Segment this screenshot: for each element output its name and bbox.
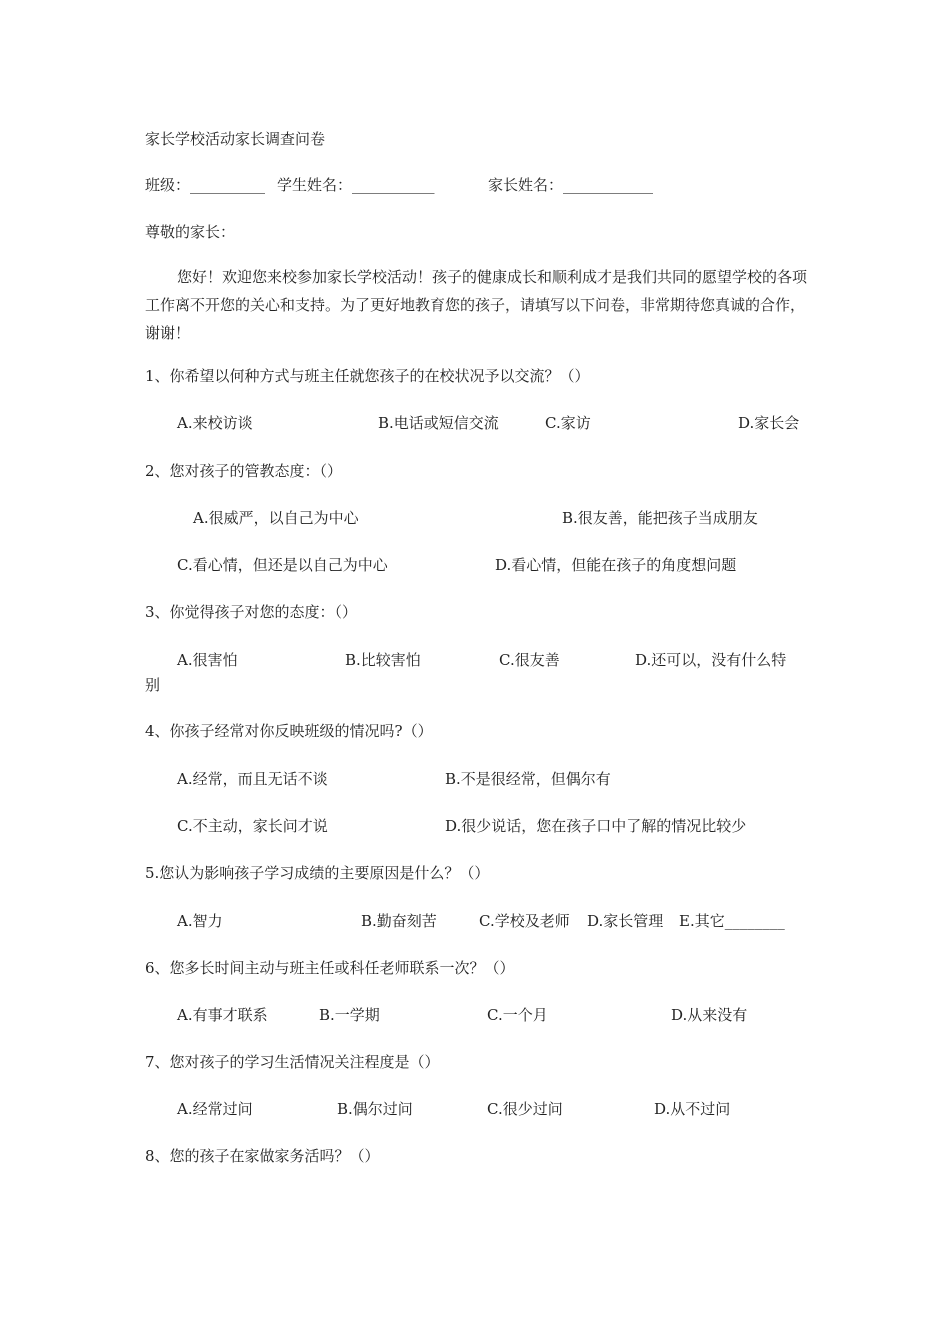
q7-option-d: D.从不过问 [654,1100,731,1118]
salutation: 尊敬的家长： [145,223,236,241]
q7-option-c: C.很少过问 [487,1100,563,1118]
q6-option-a: A.有事才联系 [177,1006,268,1024]
q1-option-a: A.来校访谈 [177,414,253,432]
q2-option-b: B.很友善，能把孩子当成朋友 [562,509,758,527]
q6-option-b: B.一学期 [319,1006,380,1024]
q4-option-a: A.经常，而且无话不谈 [177,770,328,788]
student-name-field: 学生姓名：___________ [277,176,435,194]
question-3: 3、你觉得孩子对您的态度：（） [145,603,358,621]
q5-option-d: D.家长管理 [587,912,664,930]
question-7: 7、您对孩子的学习生活情况关注程度是（） [145,1053,440,1071]
q2-option-a: A.很威严，以自己为中心 [193,509,359,527]
q2-option-c: C.看心情，但还是以自己为中心 [177,556,388,574]
q7-option-b: B.偶尔过问 [337,1100,413,1118]
question-4: 4、你孩子经常对你反映班级的情况吗?（） [145,722,433,740]
q5-option-c: C.学校及老师 [479,912,570,930]
q3-option-d: D.还可以，没有什么特 [635,651,787,669]
question-1: 1、你希望以何种方式与班主任就您孩子的在校状况予以交流？（） [145,367,590,385]
intro-paragraph: 您好！欢迎您来校参加家长学校活动！孩子的健康成长和顺利成才是我们共同的愿望学校的各项工作离不开您的关心和支持。为了更好地教育您的孩子，请填写以下问卷，非常期待您真诚的合作，谢谢！ [145,268,808,342]
q6-option-c: C.一个月 [487,1006,548,1024]
q3-option-a: A.很害怕 [177,651,238,669]
q4-option-c: C.不主动，家长问才说 [177,817,328,835]
q1-option-c: C.家访 [545,414,591,432]
q5-option-e: E.其它________ [679,912,785,930]
q7-option-a: A.经常过问 [177,1100,253,1118]
q3-option-b: B.比较害怕 [345,651,421,669]
q4-option-d: D.很少说话，您在孩子口中了解的情况比较少 [445,817,747,835]
q5-option-b: B.勤奋刻苦 [361,912,437,930]
parent-name-field: 家长姓名：____________ [488,176,654,194]
q1-option-d: D.家长会 [738,414,800,432]
q2-option-d: D.看心情，但能在孩子的角度想问题 [495,556,737,574]
q6-option-d: D.从来没有 [671,1006,748,1024]
q3-option-c: C.很友善 [499,651,560,669]
q5-option-a: A.智力 [177,912,223,930]
class-field: 班级：__________ [145,176,266,194]
q4-option-b: B.不是很经常，但偶尔有 [445,770,611,788]
question-5: 5.您认为影响孩子学习成绩的主要原因是什么？（） [145,864,490,882]
document-title: 家长学校活动家长调查问卷 [145,130,326,148]
q1-option-b: B.电话或短信交流 [378,414,499,432]
q3-option-d-continued: 别 [145,676,161,694]
question-2: 2、您对孩子的管教态度：（） [145,462,343,480]
question-8: 8、您的孩子在家做家务活吗？（） [145,1147,380,1165]
question-6: 6、您多长时间主动与班主任或科任老师联系一次？（） [145,959,515,977]
